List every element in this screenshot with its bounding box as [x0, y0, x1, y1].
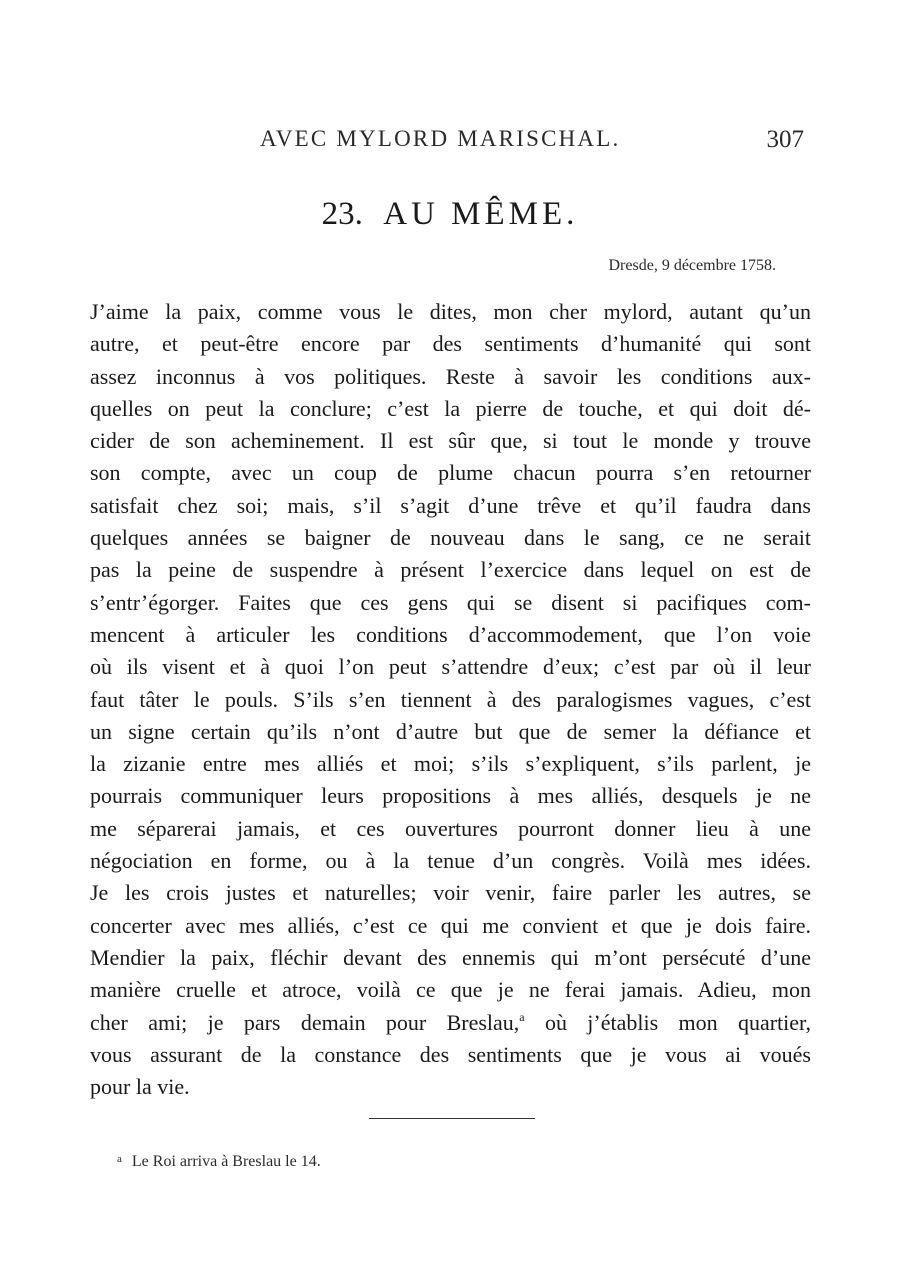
body-line: son compte, avec un coup de plume chacun pourra s’en retourner	[90, 460, 811, 486]
body-line: Mendier la paix, fléchir devant des ennemis qui m’ont persécuté d’une	[90, 944, 811, 970]
body-line: me séparerai jamais, et ces ouvertures pourront donner lieu à une	[90, 815, 811, 841]
body-line: J’aime la paix, comme vous le dites, mon cher mylord, autant qu’un	[90, 299, 811, 324]
letter-title: AU MÊME.	[383, 196, 579, 232]
body-line-start: cher ami; je pars demain pour Breslau,	[90, 1009, 520, 1035]
body-line-end: où j’établis mon quartier,	[524, 1009, 811, 1035]
page-number: 307	[766, 126, 804, 153]
footnote	[117, 1153, 321, 1171]
body-line-with-footnote	[90, 1007, 811, 1039]
footnote-reference: a	[519, 1009, 525, 1024]
body-line: s’entr’égorger. Faites que ces gens qui se disent si pacifiques com-	[90, 589, 811, 615]
body-line: mencent à articuler les conditions d’accommodement, que l’on voie	[90, 621, 811, 647]
body-line: quelques années se baigner de nouveau dans le sang, ce ne serait	[90, 525, 811, 551]
letter-body	[90, 296, 811, 1103]
body-line: faut tâter le pouls. S’ils s’en tiennent à des paralogismes vagues, c’est	[90, 686, 811, 712]
body-line: autre, et peut-être encore par des sentiments d’humanité qui sont	[90, 331, 811, 357]
body-line: assez inconnus à vos politiques. Reste à savoir les conditions aux-	[90, 363, 811, 389]
letter-heading	[0, 196, 900, 233]
footnote-text: Le Roi arriva à Breslau le 14.	[131, 1153, 321, 1170]
body-line: pourrais communiquer leurs propositions à mes alliés, desquels je ne	[90, 783, 811, 809]
footnote-marker: a	[117, 1153, 122, 1165]
running-head	[90, 126, 810, 162]
letter-number: 23.	[321, 196, 363, 232]
body-line: vous assurant de la constance des sentiments que je vous ai voués	[90, 1041, 811, 1067]
body-line: pour la vie.	[90, 1074, 190, 1100]
body-line: négociation en forme, ou à la tenue d’un congrès. Voilà mes idées.	[90, 848, 811, 874]
running-title: AVEC MYLORD MARISCHAL.	[260, 126, 621, 151]
body-line: manière cruelle et atroce, voilà ce que je ne ferai jamais. Adieu, mon	[90, 977, 811, 1003]
body-line: un signe certain qu’ils n’ont d’autre but que de semer la défiance et	[90, 718, 811, 744]
body-line: quelles on peut la conclure; c’est la pierre de touche, et qui doit dé-	[90, 395, 811, 421]
body-line: cider de son acheminement. Il est sûr que, si tout le monde y trouve	[90, 428, 811, 454]
letter-dateline: Dresde, 9 décembre 1758.	[608, 257, 776, 274]
body-line: où ils visent et à quoi l’on peut s’attendre d’eux; c’est par où il leur	[90, 654, 811, 680]
body-line: Je les crois justes et naturelles; voir venir, faire parler les autres, se	[90, 880, 811, 906]
footnote-separator	[369, 1118, 535, 1119]
body-line: concerter avec mes alliés, c’est ce qui me convient et que je dois faire.	[90, 912, 811, 938]
body-line: pas la peine de suspendre à présent l’exercice dans lequel on est de	[90, 557, 811, 583]
body-line: la zizanie entre mes alliés et moi; s’ils s’expliquent, s’ils parlent, je	[90, 751, 811, 777]
body-line: satisfait chez soi; mais, s’il s’agit d’une trêve et qu’il faudra dans	[90, 492, 811, 518]
